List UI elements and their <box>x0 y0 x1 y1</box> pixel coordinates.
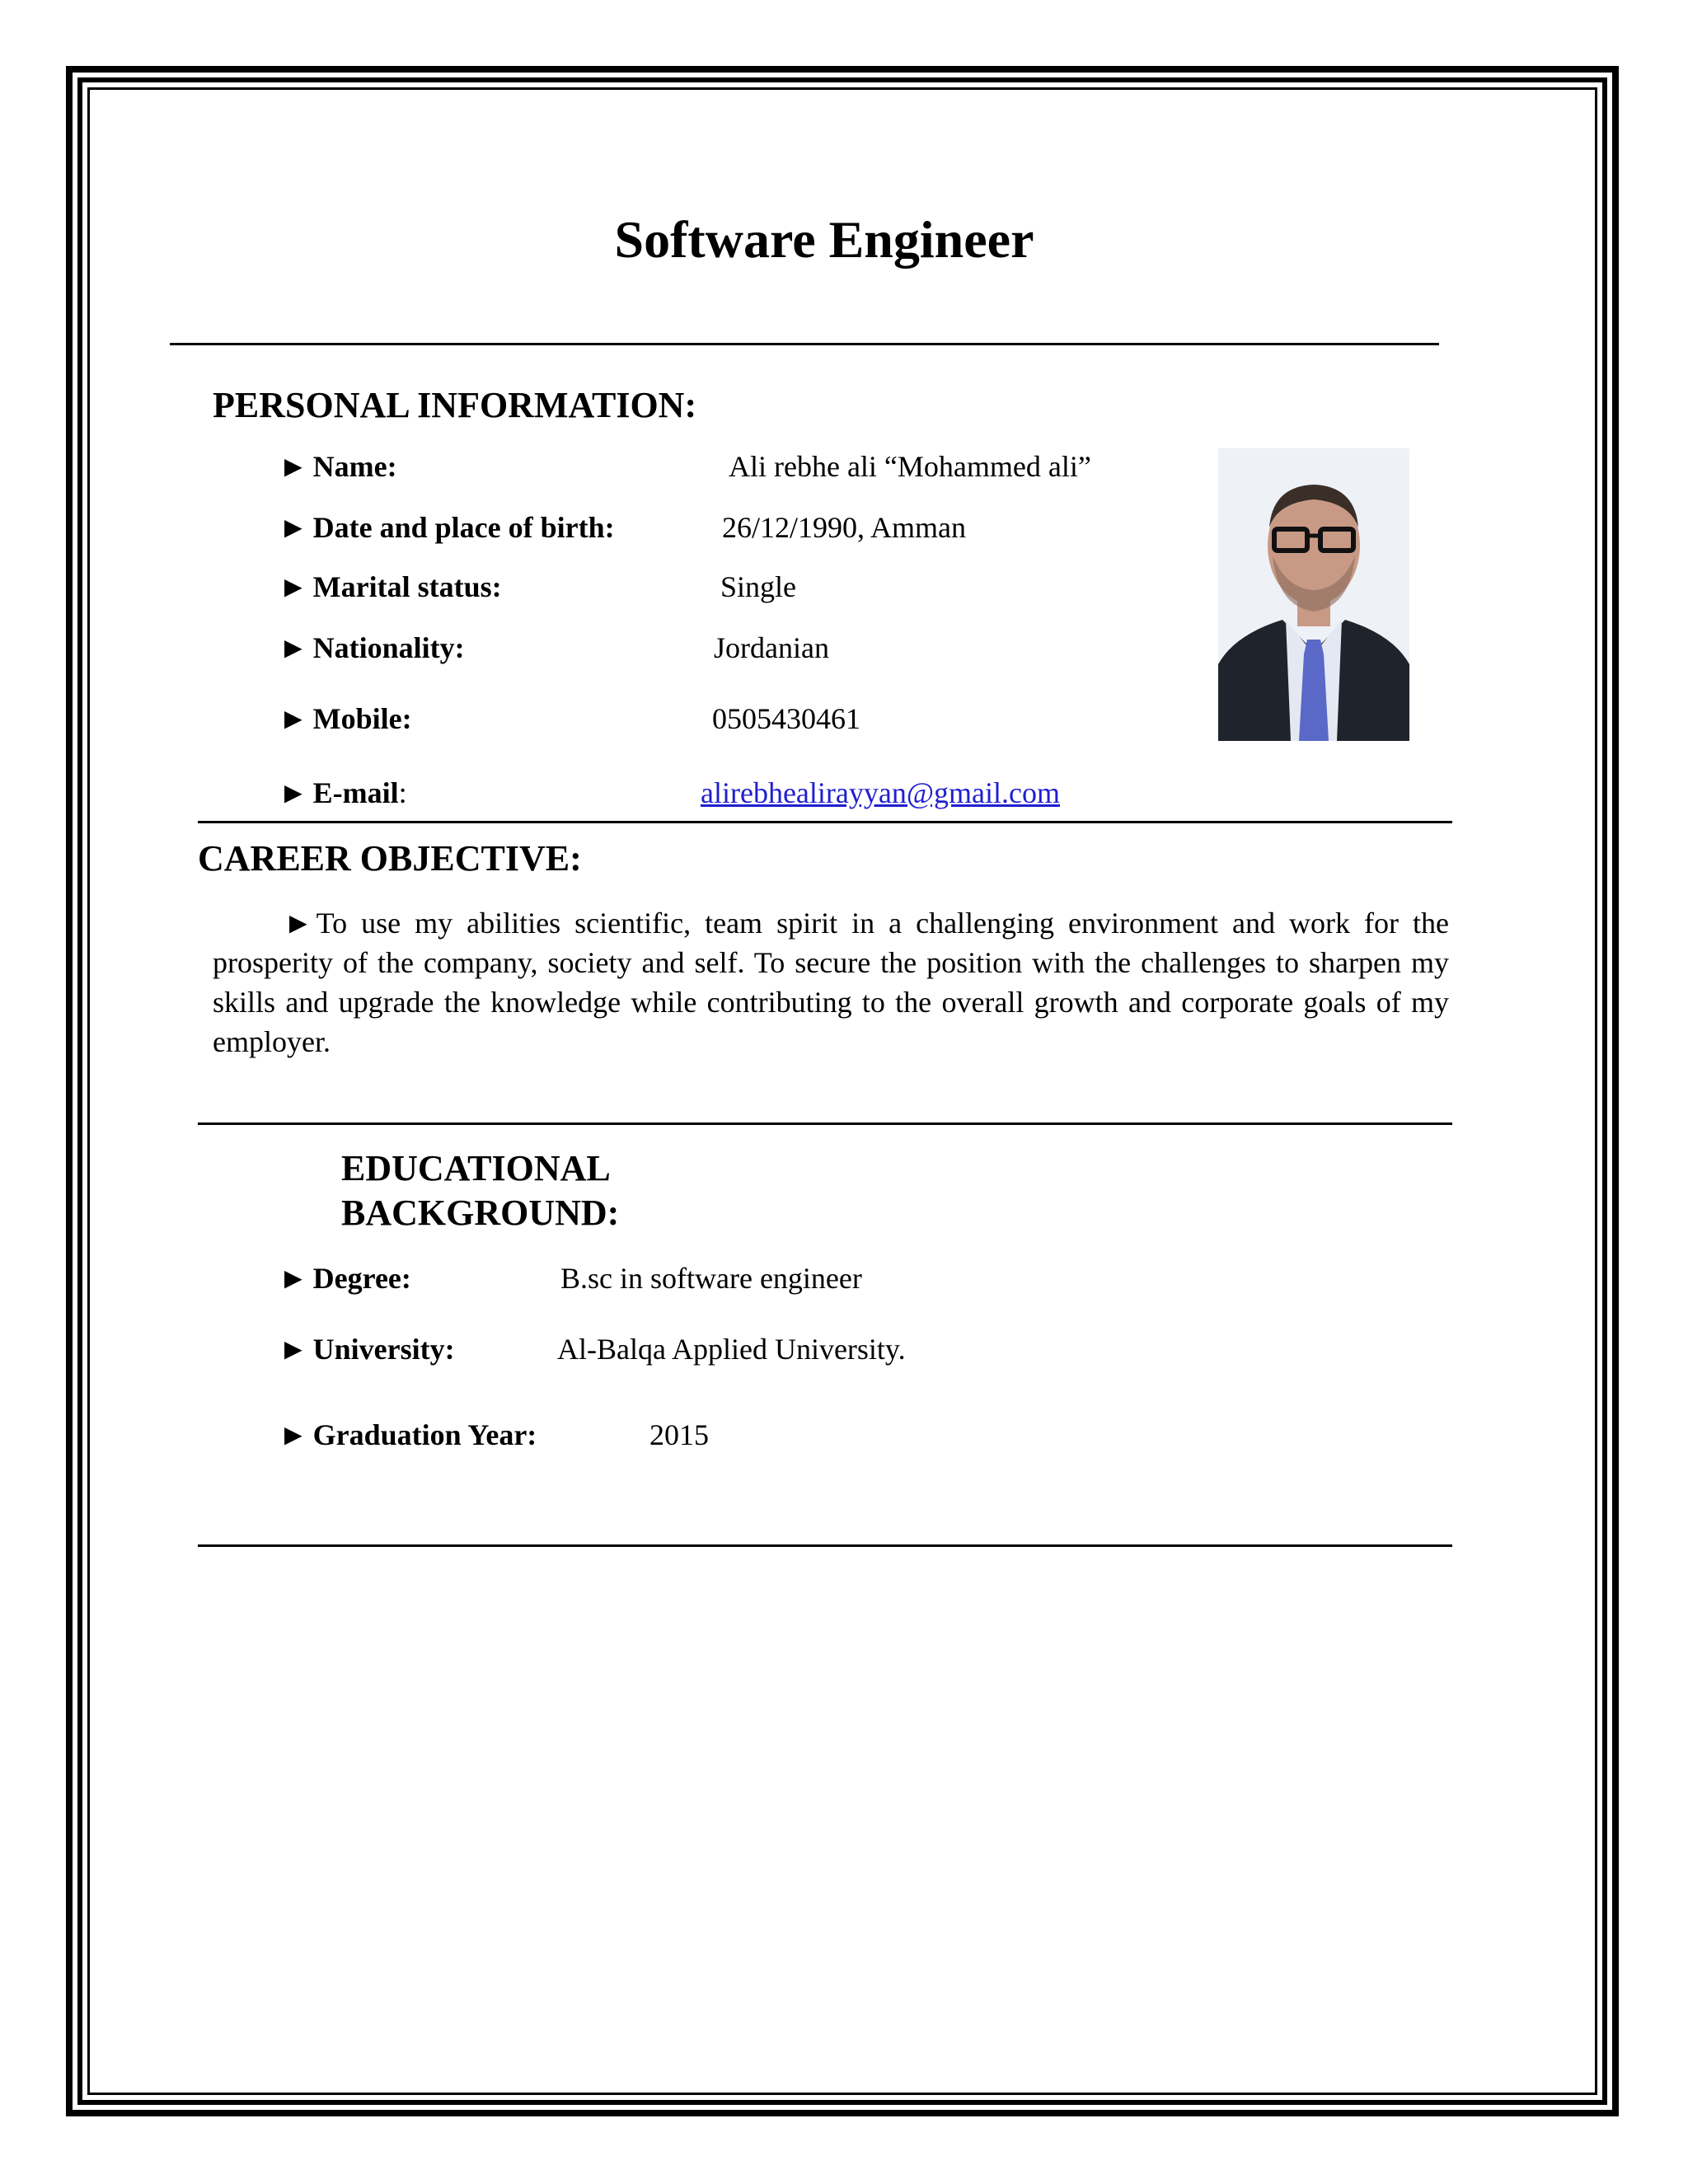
mobile-label: ► Mobile: <box>279 702 412 735</box>
nationality-value: Jordanian <box>714 631 829 664</box>
education-heading-line1: EDUCATIONAL <box>341 1148 611 1188</box>
email-label: ► E-mail: <box>279 776 407 809</box>
marital-label: ► Marital status: <box>279 570 502 603</box>
personal-info-heading: PERSONAL INFORMATION: <box>213 385 697 425</box>
degree-label: ► Degree: <box>279 1262 411 1295</box>
university-value: Al-Balqa Applied University. <box>557 1333 906 1366</box>
mobile-value: 0505430461 <box>712 702 860 735</box>
personal-divider <box>198 821 1452 823</box>
email-link[interactable]: alirebhealirayyan@gmail.com <box>701 776 1060 809</box>
education-divider <box>198 1544 1452 1547</box>
title-divider <box>170 343 1439 345</box>
university-label: ► University: <box>279 1333 455 1366</box>
name-label: ► Name: <box>279 450 397 483</box>
portrait-illustration <box>1218 448 1409 741</box>
career-objective-paragraph: ► To use my abilities scientific, team spirit in a challenging environment and work for the prosperity of the company, society and self. To secure the position with the challenges to sharpen my skills and upgrade the knowledge while contributing to the overall growth and corporate goals of my employer. <box>213 907 1449 1058</box>
career-objective-heading: CAREER OBJECTIVE: <box>198 838 582 879</box>
birth-label: ► Date and place of birth: <box>279 511 615 544</box>
marital-value: Single <box>720 570 797 603</box>
objective-divider <box>198 1122 1452 1125</box>
profile-photo <box>1218 448 1409 741</box>
name-value: Ali rebhe ali “Mohammed ali” <box>729 450 1091 483</box>
birth-value: 26/12/1990, Amman <box>722 511 966 544</box>
degree-value: B.sc in software engineer <box>560 1262 862 1295</box>
page-title: Software Engineer <box>614 210 1034 269</box>
nationality-label: ► Nationality: <box>279 631 465 664</box>
education-heading-line2: BACKGROUND: <box>341 1193 620 1233</box>
graduation-year-label: ► Graduation Year: <box>279 1418 537 1451</box>
graduation-year-value: 2015 <box>649 1418 709 1451</box>
